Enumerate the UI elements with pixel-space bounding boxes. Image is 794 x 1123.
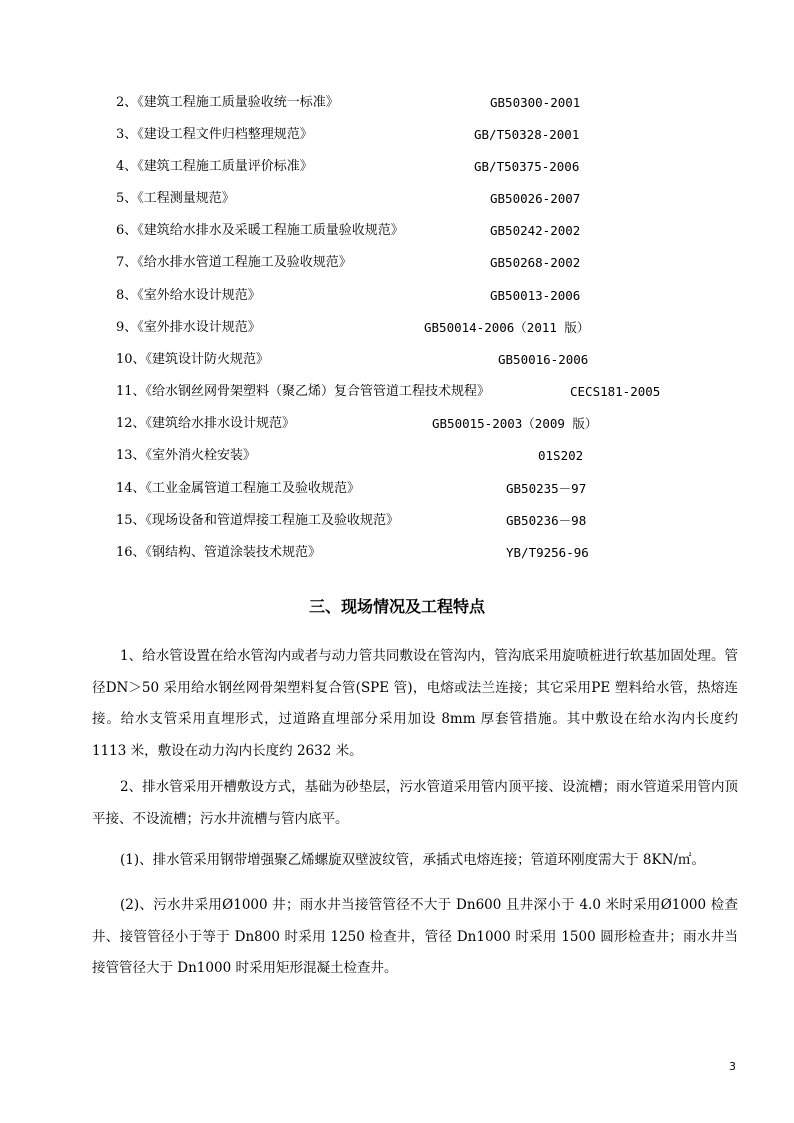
- reference-item: [0, 317, 794, 339]
- reference-title: 13、《室外消火栓安装》: [116, 448, 257, 463]
- reference-item: [0, 188, 794, 210]
- reference-title: 3、《建设工程文件归档整理规范》: [116, 127, 313, 142]
- section-title: 三、现场情况及工程特点: [308, 597, 485, 616]
- reference-item: [0, 252, 794, 274]
- reference-code: GB50013-2006: [490, 288, 581, 303]
- reference-title: 16、《钢结构、管道涂装技术规范》: [116, 545, 322, 560]
- reference-code: GB50026-2007: [490, 191, 581, 206]
- reference-item: [0, 510, 794, 532]
- reference-title: 5、《工程测量规范》: [116, 191, 235, 206]
- reference-code: GB50015-2003（2009 版）: [432, 416, 598, 431]
- reference-title: 2、《建筑工程施工质量验收统一标准》: [116, 95, 339, 110]
- reference-title: 9、《室外排水设计规范》: [116, 320, 261, 335]
- reference-title: 4、《建筑工程施工质量评价标准》: [116, 159, 313, 174]
- paragraph: (2)、污水井采用Ø1000 井；雨水井当接管管径不大于 Dn600 且井深小于 4.0 米时采用Ø1000 检查井、接管管径小于等于 Dn800 时采用 1250 检查井，管径 Dn1000 时采用 1500 圆形检查井；雨水井当接管管径大于 Dn1000 时采用矩形混凝土检查井。: [92, 897, 738, 976]
- reference-item: [0, 220, 794, 242]
- reference-item: [0, 92, 794, 114]
- reference-title: 6、《建筑给水排水及采暖工程施工质量验收规范》: [116, 223, 404, 238]
- reference-title: 7、《给水排水管道工程施工及验收规范》: [116, 255, 352, 270]
- reference-item: [0, 478, 794, 500]
- reference-title: 12、《建筑给水排水设计规范》: [116, 416, 296, 431]
- reference-code: 01S202: [538, 448, 584, 463]
- reference-code: GB/T50328-2001: [474, 127, 580, 142]
- reference-title: 15、《现场设备和管道焊接工程施工及验收规范》: [116, 513, 400, 528]
- reference-code: GB50235－97: [506, 481, 587, 496]
- reference-code: GB50268-2002: [490, 255, 581, 270]
- paragraph: 2、排水管采用开槽敷设方式，基础为砂垫层，污水管道采用管内顶平接、设流槽；雨水管道采用管内顶平接、不设流槽；污水井流槽与管内底平。: [92, 779, 738, 827]
- reference-item: [0, 413, 794, 435]
- reference-title: 11、《给水钢丝网骨架塑料（聚乙烯）复合管管道工程技术规程》: [116, 384, 491, 399]
- reference-title: 10、《建筑设计防火规范》: [116, 352, 270, 367]
- reference-title: 8、《室外给水设计规范》: [116, 288, 261, 303]
- reference-code: GB/T50375-2006: [474, 159, 580, 174]
- reference-code: GB50242-2002: [490, 223, 581, 238]
- reference-code: GB50236－98: [506, 513, 587, 528]
- paragraph: 1、给水管设置在给水管沟内或者与动力管共同敷设在管沟内，管沟底采用旋喷桩进行软基加固处理。管径DN＞50 采用给水钢丝网骨架塑料复合管(SPE 管)，电熔或法兰连接；其它采用PE 塑料给水管，热熔连接。给水支管采用直埋形式，过道路直埋部分采用加设 8mm 厚套管措施。其中敷设在给水沟内长度约 1113 米，敷设在动力沟内长度约 2632 米。: [92, 648, 738, 759]
- reference-item: [0, 285, 794, 307]
- reference-code: YB/T9256-96: [506, 545, 589, 560]
- reference-code: GB50014-2006（2011 版）: [424, 320, 590, 335]
- reference-item: [0, 381, 794, 403]
- reference-title: 14、《工业金属管道工程施工及验收规范》: [116, 481, 361, 496]
- reference-item: [0, 542, 794, 564]
- reference-item: [0, 156, 794, 178]
- page-number: 3: [729, 1060, 736, 1073]
- reference-code: GB50300-2001: [490, 95, 581, 110]
- reference-code: CECS181-2005: [570, 384, 661, 399]
- reference-item: [0, 124, 794, 146]
- reference-item: [0, 349, 794, 371]
- paragraph: (1)、排水管采用钢带增强聚乙烯螺旋双壁波纹管，承插式电熔连接；管道环刚度需大于 8KN/㎡。: [120, 852, 705, 868]
- reference-item: [0, 445, 794, 467]
- reference-code: GB50016-2006: [498, 352, 589, 367]
